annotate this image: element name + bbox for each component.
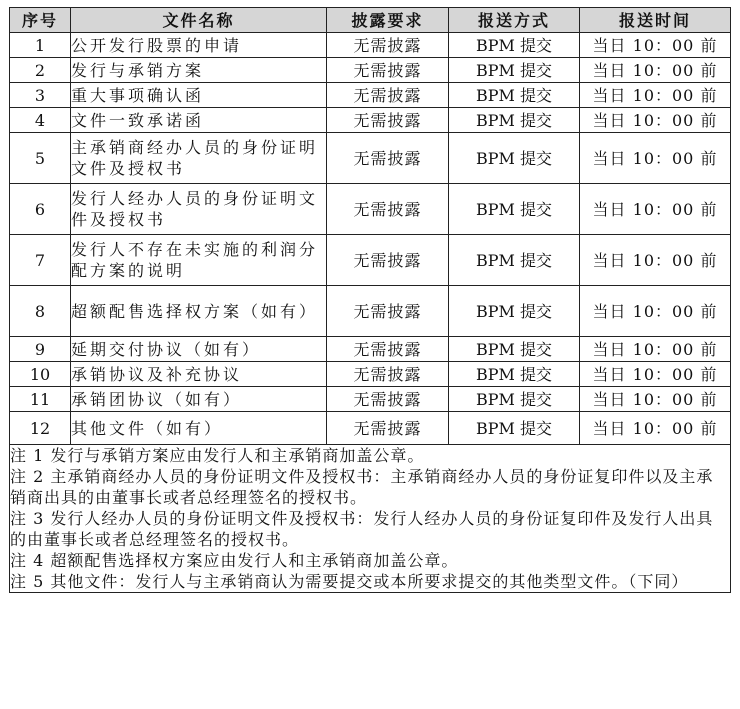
table-row: [10, 108, 731, 133]
row-submit-time: 当日 10：00 前: [580, 58, 731, 83]
row-no: 7: [10, 235, 71, 286]
table-row: [10, 337, 731, 362]
row-submit-method: BPM 提交: [449, 83, 580, 108]
row-submit-time: 当日 10：00 前: [580, 387, 731, 412]
row-file-name: 其他文件（如有）: [71, 412, 327, 445]
table-row: [10, 387, 731, 412]
row-submit-time: 当日 10：00 前: [580, 133, 731, 184]
row-submit-time: 当日 10：00 前: [580, 235, 731, 286]
notes-cell: [10, 445, 731, 593]
header-no: 序号: [10, 8, 71, 33]
row-submit-time: 当日 10：00 前: [580, 286, 731, 337]
row-no: 12: [10, 412, 71, 445]
note-1: 注 1 发行与承销方案应由发行人和主承销商加盖公章。: [10, 446, 425, 465]
row-file-name: 重大事项确认函: [71, 83, 327, 108]
row-file-name: 主承销商经办人员的身份证明文件及授权书: [71, 133, 327, 184]
row-disclosure: 无需披露: [327, 362, 449, 387]
notes-row: [10, 445, 731, 593]
row-submit-method: BPM 提交: [449, 235, 580, 286]
row-submit-method: BPM 提交: [449, 184, 580, 235]
note-4: 注 4 超额配售选择权方案应由发行人和主承销商加盖公章。: [10, 551, 459, 570]
table-row: [10, 235, 731, 286]
row-submit-method: BPM 提交: [449, 286, 580, 337]
row-submit-time: 当日 10：00 前: [580, 83, 731, 108]
row-disclosure: 无需披露: [327, 184, 449, 235]
header-submit-time: 报送时间: [580, 8, 731, 33]
row-disclosure: 无需披露: [327, 58, 449, 83]
row-no: 10: [10, 362, 71, 387]
row-submit-method: BPM 提交: [449, 362, 580, 387]
row-submit-time: 当日 10：00 前: [580, 337, 731, 362]
row-file-name: 发行与承销方案: [71, 58, 327, 83]
row-submit-method: BPM 提交: [449, 108, 580, 133]
row-file-name: 超额配售选择权方案（如有）: [71, 286, 327, 337]
row-no: 6: [10, 184, 71, 235]
row-submit-time: 当日 10：00 前: [580, 108, 731, 133]
row-disclosure: 无需披露: [327, 286, 449, 337]
row-disclosure: 无需披露: [327, 337, 449, 362]
row-submit-method: BPM 提交: [449, 33, 580, 58]
note-5: 注 5 其他文件：发行人与主承销商认为需要提交或本所要求提交的其他类型文件。（下同）: [10, 572, 689, 591]
row-disclosure: 无需披露: [327, 412, 449, 445]
table-header-row: [10, 8, 731, 33]
note-3: 注 3 发行人经办人员的身份证明文件及授权书：发行人经办人员的身份证复印件及发行人出具的由董事长或者总经理签名的授权书。: [10, 509, 714, 549]
row-disclosure: 无需披露: [327, 83, 449, 108]
header-file-name: 文件名称: [71, 8, 327, 33]
row-disclosure: 无需披露: [327, 108, 449, 133]
row-disclosure: 无需披露: [327, 33, 449, 58]
row-file-name: 公开发行股票的申请: [71, 33, 327, 58]
row-no: 5: [10, 133, 71, 184]
row-file-name: 延期交付协议（如有）: [71, 337, 327, 362]
table-row: [10, 412, 731, 445]
table-row: [10, 286, 731, 337]
table-row: [10, 133, 731, 184]
row-submit-method: BPM 提交: [449, 133, 580, 184]
row-submit-time: 当日 10：00 前: [580, 184, 731, 235]
row-submit-time: 当日 10：00 前: [580, 33, 731, 58]
table-row: [10, 83, 731, 108]
row-file-name: 发行人经办人员的身份证明文件及授权书: [71, 184, 327, 235]
row-submit-method: BPM 提交: [449, 387, 580, 412]
row-submit-method: BPM 提交: [449, 337, 580, 362]
row-file-name: 承销团协议（如有）: [71, 387, 327, 412]
row-no: 9: [10, 337, 71, 362]
row-disclosure: 无需披露: [327, 235, 449, 286]
row-no: 8: [10, 286, 71, 337]
row-submit-method: BPM 提交: [449, 412, 580, 445]
table-row: [10, 33, 731, 58]
row-no: 1: [10, 33, 71, 58]
table-row: [10, 362, 731, 387]
row-file-name: 文件一致承诺函: [71, 108, 327, 133]
row-no: 11: [10, 387, 71, 412]
row-disclosure: 无需披露: [327, 133, 449, 184]
row-no: 4: [10, 108, 71, 133]
row-no: 2: [10, 58, 71, 83]
row-disclosure: 无需披露: [327, 387, 449, 412]
table-row: [10, 58, 731, 83]
note-2: 注 2 主承销商经办人员的身份证明文件及授权书：主承销商经办人员的身份证复印件以及主承销商出具的由董事长或者总经理签名的授权书。: [10, 467, 714, 507]
header-submit-method: 报送方式: [449, 8, 580, 33]
row-file-name: 承销协议及补充协议: [71, 362, 327, 387]
submission-table: [9, 7, 731, 593]
row-submit-time: 当日 10：00 前: [580, 412, 731, 445]
row-submit-time: 当日 10：00 前: [580, 362, 731, 387]
table-row: [10, 184, 731, 235]
row-no: 3: [10, 83, 71, 108]
header-disclosure: 披露要求: [327, 8, 449, 33]
row-submit-method: BPM 提交: [449, 58, 580, 83]
row-file-name: 发行人不存在未实施的利润分配方案的说明: [71, 235, 327, 286]
